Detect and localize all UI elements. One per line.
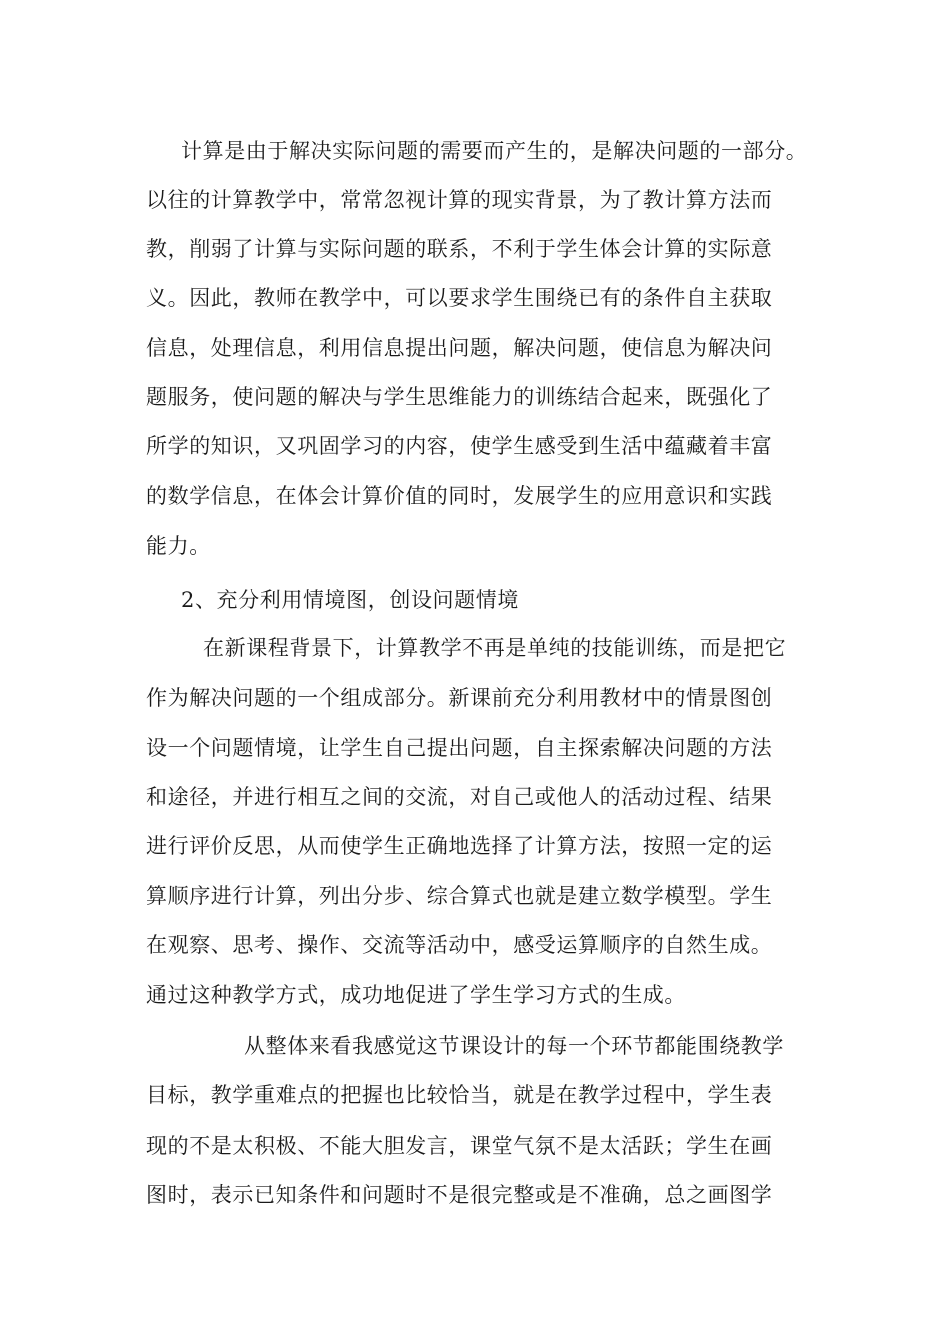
text-line: 从整体来看我感觉这节课设计的每一个环节都能围绕教学 <box>244 1034 784 1058</box>
text-line: 算顺序进行计算，列出分步、综合算式也就是建立数学模型。学生 <box>146 884 773 908</box>
text-line: 能力。 <box>146 534 211 558</box>
text-line: 信息，处理信息，利用信息提出问题，解决问题，使信息为解决问 <box>146 336 773 360</box>
text-line: 设一个问题情境，让学生自己提出问题，自主探索解决问题的方法 <box>146 736 773 760</box>
section-heading: 2、充分利用情境图，创设问题情境 <box>181 588 519 612</box>
text-line: 计算是由于解决实际问题的需要而产生的，是解决问题的一部分。 <box>181 139 808 163</box>
text-line: 题服务，使问题的解决与学生思维能力的训练结合起来，既强化了 <box>146 385 773 409</box>
text-line: 的数学信息，在体会计算价值的同时，发展学生的应用意识和实践 <box>146 484 773 508</box>
text-line: 现的不是太积极、不能大胆发言，课堂气氛不是太活跃；学生在画 <box>146 1134 773 1158</box>
text-line: 和途径，并进行相互之间的交流，对自己或他人的活动过程、结果 <box>146 785 773 809</box>
text-line: 进行评价反思，从而使学生正确地选择了计算方法，按照一定的运 <box>146 834 773 858</box>
text-line: 义。因此，教师在教学中，可以要求学生围绕已有的条件自主获取 <box>146 286 773 310</box>
text-line: 作为解决问题的一个组成部分。新课前充分利用教材中的情景图创 <box>146 686 773 710</box>
text-line: 所学的知识，又巩固学习的内容，使学生感受到生活中蕴藏着丰富 <box>146 434 773 458</box>
text-line: 目标，教学重难点的把握也比较恰当，就是在教学过程中，学生表 <box>146 1083 773 1107</box>
text-line: 在新课程背景下，计算教学不再是单纯的技能训练，而是把它 <box>203 636 787 660</box>
text-line: 在观察、思考、操作、交流等活动中，感受运算顺序的自然生成。 <box>146 933 773 957</box>
text-line: 以往的计算教学中，常常忽视计算的现实背景，为了教计算方法而 <box>146 188 773 212</box>
text-line: 图时，表示已知条件和问题时不是很完整或是不准确，总之画图学 <box>146 1183 773 1207</box>
text-line: 教，削弱了计算与实际问题的联系，不利于学生体会计算的实际意 <box>146 237 773 261</box>
text-line: 通过这种教学方式，成功地促进了学生学习方式的生成。 <box>146 983 686 1007</box>
